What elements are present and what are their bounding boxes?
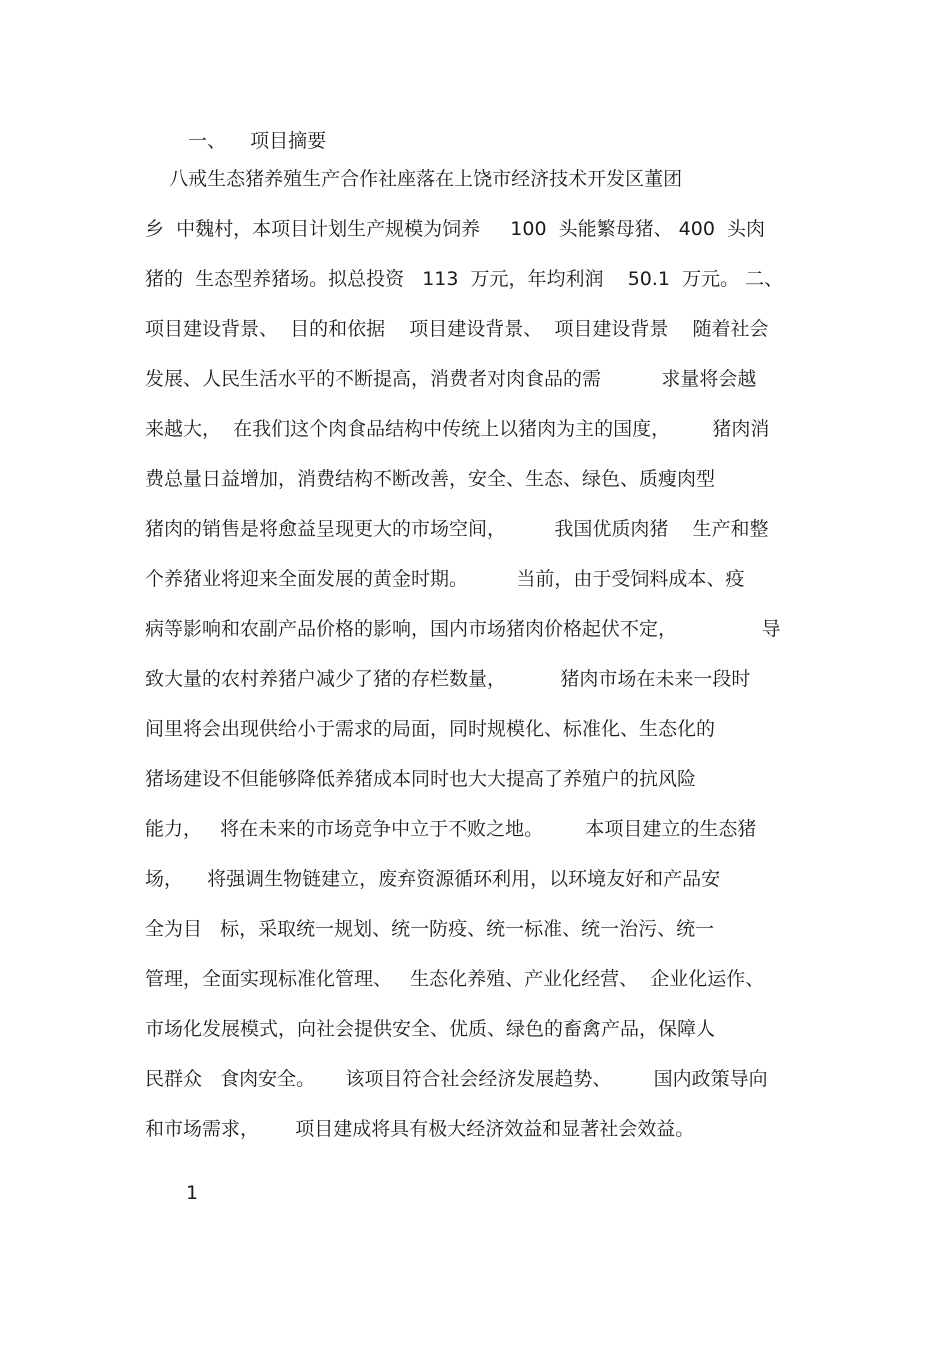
text-line: 和市场需求， 项目建成将具有极大经济效益和显著社会效益。: [145, 1118, 695, 1140]
text-line: 全为目 标，采取统一规划、统一防疫、统一标准、统一治污、统一: [145, 918, 715, 940]
text-line: 市场化发展模式，向社会提供安全、优质、绿色的畜禽产品，保障人: [145, 1018, 716, 1040]
text-line: 猪场建设不但能够降低养猪成本同时也大大提高了养殖户的抗风险: [145, 768, 697, 790]
text-line: 费总量日益增加，消费结构不断改善，安全、生态、绿色、质瘦肉型: [145, 468, 716, 490]
text-line: 发展、人民生活水平的不断提高，消费者对肉食品的需 求量将会越: [145, 368, 757, 390]
text-line: 间里将会出现供给小于需求的局面，同时规模化、标准化、生态化的: [145, 718, 716, 740]
text-line: 民群众 食肉安全。 该项目符合社会经济发展趋势、 国内政策导向: [145, 1068, 768, 1090]
text-line: 来越大， 在我们这个肉食品结构中传统上以猪肉为主的国度， 猪肉消: [145, 418, 770, 440]
text-line: 项目建设背景、 目的和依据 项目建设背景、 项目建设背景 随着社会: [145, 318, 769, 340]
text-line: 八戒生态猪养殖生产合作社座落在上饶市经济技术开发区董团: [145, 168, 683, 190]
text-line: 个养猪业将迎来全面发展的黄金时期。 当前，由于受饲料成本、疫: [145, 568, 745, 590]
text-line: 猪的 生态型养猪场。拟总投资 113 万元，年均利润 50.1 万元。 二、: [145, 268, 784, 290]
text-line: 管理，全面实现标准化管理、 生态化养殖、产业化经营、 企业化运作、: [145, 968, 765, 990]
text-line: 病等影响和农副产品价格的影响，国内市场猪肉价格起伏不定， 导: [145, 618, 781, 640]
text-line: 致大量的农村养猪户减少了猪的存栏数量， 猪肉市场在未来一段时: [145, 668, 751, 690]
page-number: 1: [186, 1182, 199, 1204]
text-line: 猪肉的销售是将愈益呈现更大的市场空间， 我国优质肉猪 生产和整: [145, 518, 769, 540]
section-heading: 一、 项目摘要: [188, 130, 327, 152]
text-line: 乡 中魏村，本项目计划生产规模为饲养 100 头能繁母猪、 400 头肉: [145, 218, 766, 240]
text-line: 能力， 将在未来的市场竞争中立于不败之地。 本项目建立的生态猪: [145, 818, 757, 840]
text-line: 场， 将强调生物链建立，废弃资源循环利用，以环境友好和产品安: [145, 868, 721, 890]
